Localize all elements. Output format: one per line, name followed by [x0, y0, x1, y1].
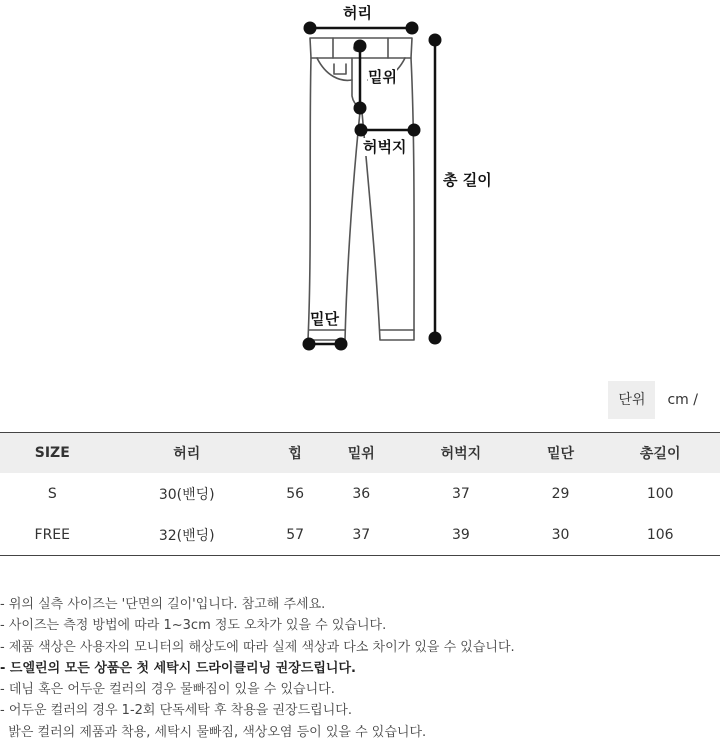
- table-cell: S: [47, 485, 57, 502]
- table-cell: 56: [286, 485, 305, 502]
- header-hem: 밑단: [521, 433, 601, 474]
- table-cell: 32(밴딩): [105, 514, 269, 556]
- unit-label: 단위: [608, 381, 655, 419]
- header-total-length: 총길이: [600, 433, 720, 474]
- size-notes: [0, 594, 515, 743]
- note-item: - 제품 색상은 사용자의 모니터의 해상도에 따라 실제 색상과 다소 차이가 있을 수 있습니다.: [0, 639, 515, 655]
- header-size: SIZE: [0, 433, 105, 474]
- header-waist: 허리: [105, 433, 269, 474]
- unit-value: cm /: [667, 392, 698, 408]
- header-hip: 힙: [269, 433, 322, 474]
- table-cell: FREE: [0, 514, 105, 556]
- size-table: [0, 432, 720, 556]
- table-cell: 29: [551, 485, 570, 502]
- hem-label: 밑단: [310, 310, 339, 328]
- unit-indicator: [608, 380, 698, 420]
- thigh-label: 허벅지: [363, 138, 407, 156]
- total-length-label: 총 길이: [443, 171, 492, 189]
- note-item: - 어두운 컬러의 경우 1-2회 단독세탁 후 착용을 권장드립니다.: [0, 703, 352, 719]
- table-cell: 57: [269, 514, 322, 556]
- rise-label: 밑위: [368, 68, 397, 86]
- header-thigh: 허벅지: [401, 433, 521, 474]
- note-item-emphasis: - 드엘린의 모든 상품은 첫 세탁시 드라이클리닝 권장드립니다.: [0, 660, 356, 676]
- size-diagram: [0, 0, 720, 370]
- waist-label: 허리: [343, 4, 372, 22]
- note-item: - 데님 혹은 어두운 컬러의 경우 물빠짐이 있을 수 있습니다.: [0, 682, 335, 698]
- table-cell: 30: [521, 514, 601, 556]
- note-item: - 사이즈는 측정 방법에 따라 1~3cm 정도 오차가 있을 수 있습니다.: [0, 618, 387, 634]
- note-item: 밝은 컬러의 제품과 착용, 세탁시 물빠짐, 색상오염 등이 있을 수 있습니다.: [0, 724, 427, 740]
- table-cell: 30(밴딩): [158, 486, 215, 503]
- table-header-row: [0, 433, 720, 474]
- table-cell: 100: [646, 485, 674, 502]
- table-cell: 36: [352, 485, 371, 502]
- header-rise: 밑위: [321, 433, 401, 474]
- table-cell: 37: [321, 514, 401, 556]
- note-item: - 위의 실측 사이즈는 '단면의 길이'입니다. 참고해 주세요.: [0, 597, 326, 612]
- table-cell: 39: [401, 514, 521, 556]
- table-row: [0, 473, 720, 514]
- table-cell: 37: [452, 485, 470, 502]
- table-row: [0, 514, 720, 556]
- table-cell: 106: [600, 514, 720, 556]
- pants-illustration: [0, 0, 720, 370]
